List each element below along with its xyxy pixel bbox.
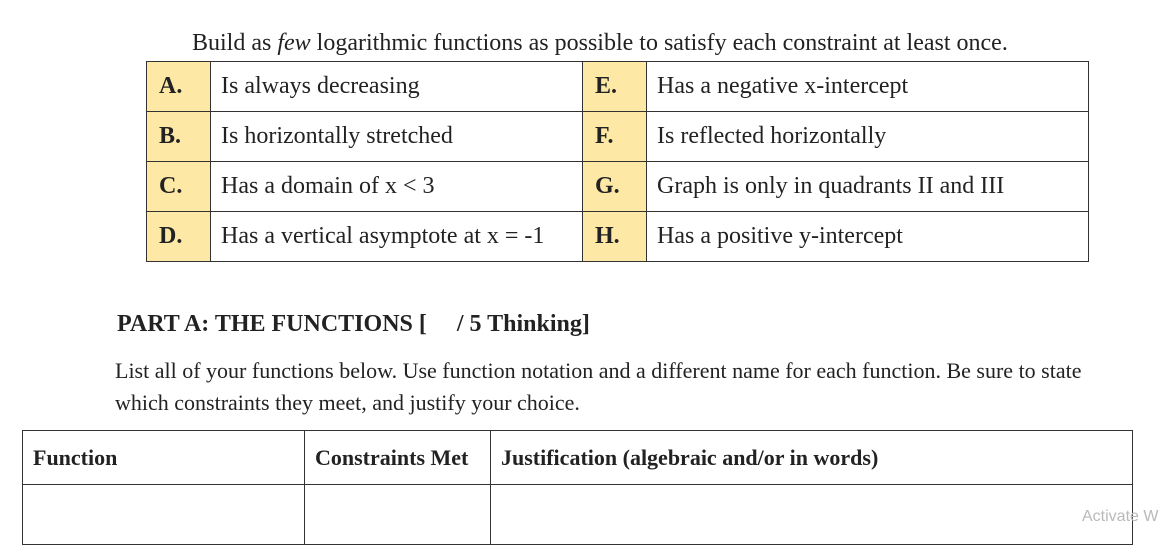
- constraint-text: Is reflected horizontally: [647, 112, 1089, 162]
- constraint-text: Has a vertical asymptote at x = -1: [211, 212, 583, 262]
- constraint-text: Is horizontally stretched: [211, 112, 583, 162]
- intro-before: Build as: [192, 30, 278, 56]
- constraint-text: Has a negative x-intercept: [647, 62, 1089, 112]
- part-a-instructions: List all of your functions below. Use function notation and a different name for each function. Be sure to state which constraints they meet, and justify your choice.: [115, 358, 1082, 415]
- part-a-title: [117, 311, 590, 338]
- constraint-row: [147, 62, 1089, 112]
- constraints-met-cell[interactable]: [305, 485, 491, 545]
- header-function: Function: [23, 431, 305, 485]
- constraint-text: Graph is only in quadrants II and III: [647, 162, 1089, 212]
- table-row: [23, 485, 1133, 545]
- constraint-letter: B.: [147, 112, 211, 162]
- constraint-letter: H.: [583, 212, 647, 262]
- constraint-row: [147, 212, 1089, 262]
- constraint-text: Has a positive y-intercept: [647, 212, 1089, 262]
- constraint-letter: G.: [583, 162, 647, 212]
- constraint-letter: A.: [147, 62, 211, 112]
- header-constraints-met: Constraints Met: [305, 431, 491, 485]
- header-justification: Justification (algebraic and/or in words): [491, 431, 1133, 485]
- constraint-letter: F.: [583, 112, 647, 162]
- constraint-letter: E.: [583, 62, 647, 112]
- intro-emphasis: few: [277, 30, 311, 56]
- constraint-letter: C.: [147, 162, 211, 212]
- part-a-title-start: PART A: THE FUNCTIONS [: [117, 311, 427, 337]
- constraint-row: [147, 162, 1089, 212]
- constraint-letter: D.: [147, 212, 211, 262]
- constraint-text: Is always decreasing: [211, 62, 583, 112]
- justification-cell[interactable]: [491, 485, 1133, 545]
- activation-watermark: Activate W: [1082, 508, 1159, 525]
- intro-sentence: [192, 28, 1008, 58]
- constraint-text: Has a domain of x < 3: [211, 162, 583, 212]
- function-cell[interactable]: [23, 485, 305, 545]
- intro-after: logarithmic functions as possible to satisfy each constraint at least once.: [310, 30, 1008, 56]
- constraint-row: [147, 112, 1089, 162]
- functions-header-row: [23, 431, 1133, 485]
- constraints-table: [146, 61, 1089, 262]
- functions-table: [22, 430, 1133, 545]
- part-a-title-end: / 5 Thinking]: [456, 311, 590, 337]
